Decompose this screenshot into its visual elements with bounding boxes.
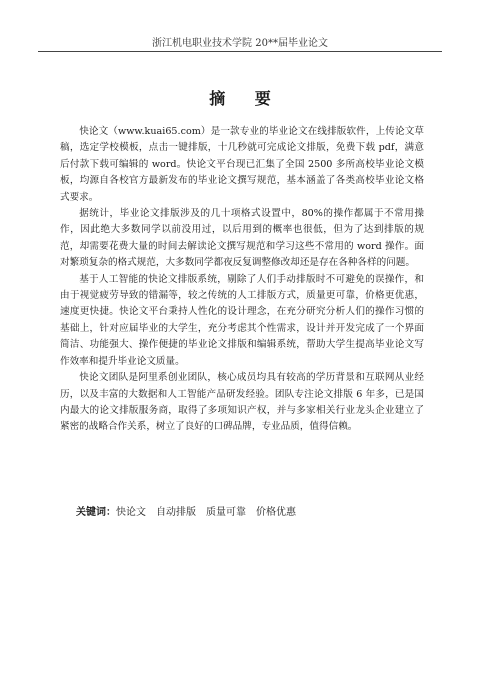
keywords-label: 关键词： [76, 507, 116, 518]
abstract-body [60, 124, 424, 436]
abstract-title: 摘 要 [209, 89, 283, 108]
abstract-paragraph: 据统计，毕业论文排版涉及的几十项格式设置中，80%的操作都属于不常用操作，因此绝大多数同学以前没用过，以后用到的概率也很低，但为了达到排版的规范，却需要花费大量的时间去解读论文撰写规范和学习这些不常用的 word 操作。面对繁琐复杂的格式规范，大多数同学都夜反复调整修改却还是存在各种各样的问题。 [60, 208, 424, 269]
abstract-paragraph: 快论文团队是阿里系创业团队，核心成员均具有较高的学历背景和互联网从业经历，以及丰富的大数据和人工智能产品研发经验。团队专注论文排版 6 年多，已是国内最大的论文排版服务商，取得了多项知识产权，并与多家相关行业龙头企业建立了紧密的战略合作关系，树立了良好的口碑品牌，专业品质，值得信赖。 [60, 372, 424, 433]
header-rule [38, 51, 442, 52]
keywords-line [76, 503, 436, 518]
keyword: 自动排版 [156, 507, 196, 518]
keyword: 价格优惠 [256, 507, 296, 518]
abstract-paragraph: 快论文（www.kuai65.com）是一款专业的毕业论文在线排版软件，上传论文草稿，选定学校模板，点击一键排版，十几秒就可完成论文排版，免费下载 pdf，满意后付款下载可编辑的 word。快论文平台现已汇集了全国 2500 多所高校毕业论文模板，均源自各校官方最新发布的毕业论文撰写规范，基本涵盖了各类高校毕业论文格式要求。 [60, 126, 424, 203]
keyword: 质量可靠 [206, 507, 246, 518]
running-header: 浙江机电职业技术学院 20**届毕业论文 [152, 38, 328, 49]
abstract-paragraph: 基于人工智能的快论文排版系统，剔除了人们手动排版时不可避免的误操作，和由于视觉疲劳导致的错漏等，较之传统的人工排版方式，质量更可靠，价格更优惠，速度更快捷。快论文平台秉持人性化的设计理念，在充分研究分析人们的操作习惯的基础上，针对应届毕业的大学生，充分考虑其个性需求，设计并开发完成了一个界面简洁、功能强大、操作便捷的毕业论文排版和编辑系统，帮助大学生提高毕业论文写作效率和提升毕业论文质量。 [60, 273, 424, 367]
keyword: 快论文 [116, 507, 146, 518]
